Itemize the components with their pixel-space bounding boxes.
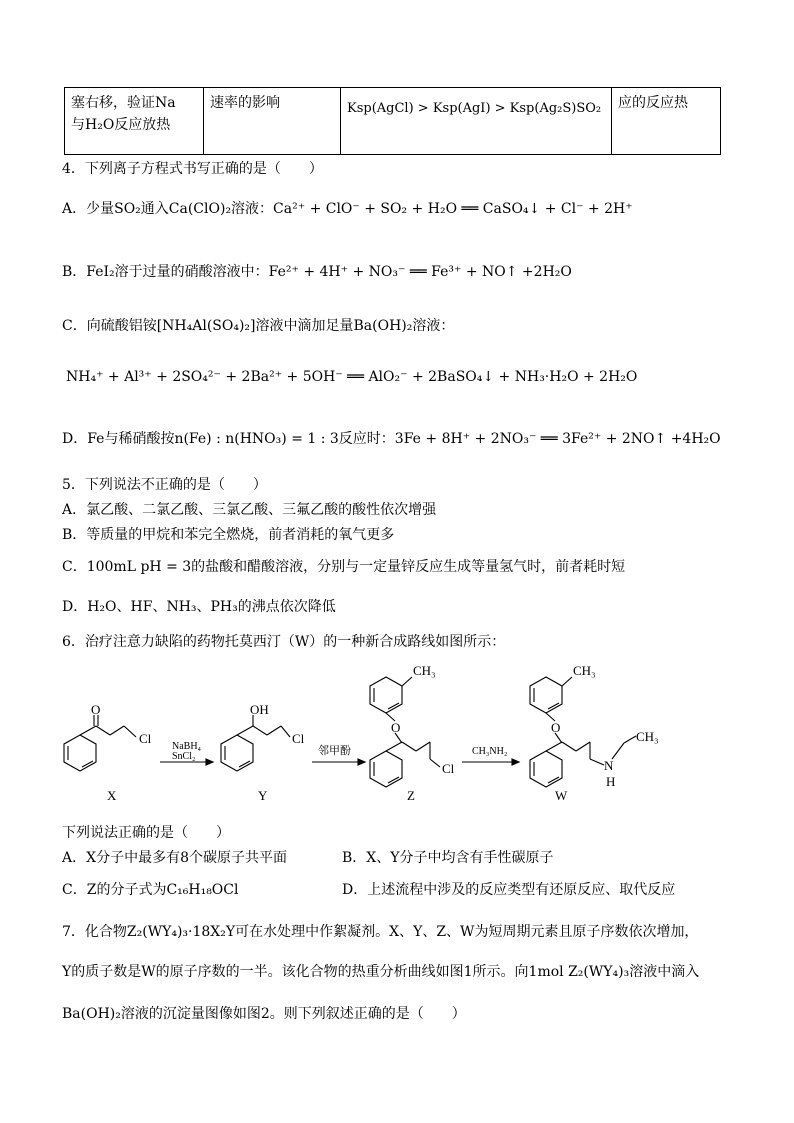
q4-option-d: D．Fe与稀硝酸按n(Fe) : n(HNO₃) = 1 : 3反应时：3Fe + 8H⁺ + 2NO₃⁻ ══ 3Fe²⁺ + 2NO↑ +4H₂O (62, 431, 721, 447)
q5-option-c: C．100mL pH = 3的盐酸和醋酸溶液，分别与一定量锌反应生成等量氢气时，前者耗时短 (62, 559, 626, 575)
w-methyl-amine: CH₃ (636, 729, 659, 744)
q7-line-1: 7．化合物Z₂(WY₄)₃·18X₂Y可在水处理中作絮凝剂。X、Y、Z、W为短周期元素且原子序数依次增加， (62, 924, 699, 940)
reagent-methylamine: CH₃NH₂ (472, 746, 508, 757)
q7-line-2: Y的质子数是W的原子序数的一半。该化合物的热重分析曲线如图1所示。向1mol Z₂(WY₄)₃溶液中滴入 (62, 964, 700, 980)
q4-stem: 4．下列离子方程式书写正确的是（ ） (62, 161, 323, 177)
z-oxygen: O (391, 720, 401, 735)
label-x: X (107, 788, 117, 803)
q4-option-a: A．少量SO₂通入Ca(ClO)₂溶液：Ca²⁺ + ClO⁻ + SO₂ + H₂O ══ CaSO₄↓ + Cl⁻ + 2H⁺ (62, 201, 633, 217)
w-nitrogen: N (604, 758, 614, 773)
x-oxygen: O (91, 702, 101, 717)
x-chlorine: Cl (139, 731, 152, 746)
experiment-table (64, 87, 721, 155)
q6-option-b: B．X、Y分子中均含有手性碳原子 (342, 850, 554, 866)
q5-option-d: D．H₂O、HF、NH₃、PH₃的沸点依次降低 (62, 599, 336, 615)
reagent-nabh4: NaBH₄ (172, 741, 202, 752)
y-hydroxyl: OH (250, 702, 269, 717)
q4-option-c-equation: NH₄⁺ + Al³⁺ + 2SO₄²⁻ + 2Ba²⁺ + 5OH⁻ ══ AlO₂⁻ + 2BaSO₄↓ + NH₃·H₂O + 2H₂O (66, 369, 638, 385)
q4-option-b: B．FeI₂溶于过量的硝酸溶液中：Fe²⁺ + 4H⁺ + NO₃⁻ ══ Fe³⁺ + NO↑ +2H₂O (62, 264, 572, 280)
q5-option-b: B．等质量的甲烷和苯完全燃烧，前者消耗的氧气更多 (62, 527, 395, 543)
z-chlorine: Cl (442, 761, 455, 776)
w-oxygen: O (551, 720, 561, 735)
molecule-w (530, 677, 636, 787)
synthesis-scheme (0, 655, 794, 845)
w-hydrogen: H (606, 774, 616, 789)
y-chlorine: Cl (292, 731, 305, 746)
z-methyl: CH₃ (413, 663, 436, 678)
cell-1-line-2: 与H₂O反应放热 (71, 117, 171, 133)
q5-option-a: A．氯乙酸、二氯乙酸、三氯乙酸、三氟乙酸的酸性依次增强 (62, 502, 437, 518)
table-cell-3: Ksp(AgCl) > Ksp(AgI) > Ksp(Ag₂S)SO₂ (341, 88, 612, 155)
table-row (65, 88, 721, 155)
q6-option-c: C．Z的分子式为C₁₆H₁₈OCl (62, 882, 239, 898)
molecule-y (221, 715, 290, 771)
q4-option-c: C．向硫酸铝铵[NH₄Al(SO₄)₂]溶液中滴加足量Ba(OH)₂溶液： (62, 318, 455, 334)
table-cell-2: 速率的影响 (204, 88, 341, 155)
q6-option-d: D．上述流程中涉及的反应类型有还原反应、取代反应 (342, 882, 676, 898)
q6-stem: 6．治疗注意力缺陷的药物托莫西汀（W）的一种新合成路线如图所示： (62, 634, 506, 650)
table-cell-4: 应的反应热 (612, 88, 721, 155)
q6-option-a: A．X分子中最多有8个碳原子共平面 (62, 850, 287, 866)
w-methyl-ring: CH₃ (573, 663, 596, 678)
label-y: Y (258, 788, 268, 803)
cell-1-line-1: 塞右移，验证Na (71, 95, 176, 111)
reagent-o-cresol: 邻甲酚 (318, 745, 351, 757)
q5-stem: 5．下列说法不正确的是（ ） (62, 477, 267, 493)
label-z: Z (407, 788, 415, 803)
table-cell-1 (65, 88, 204, 155)
q6-sub-stem: 下列说法正确的是（ ） (62, 825, 230, 841)
q7-line-3: Ba(OH)₂溶液的沉淀量图像如图2。则下列叙述正确的是（ ） (62, 1006, 466, 1022)
reagent-sncl2: SnCl₂ (172, 751, 196, 762)
molecule-x (64, 715, 136, 771)
label-w: W (555, 788, 568, 803)
molecule-z (370, 677, 440, 787)
